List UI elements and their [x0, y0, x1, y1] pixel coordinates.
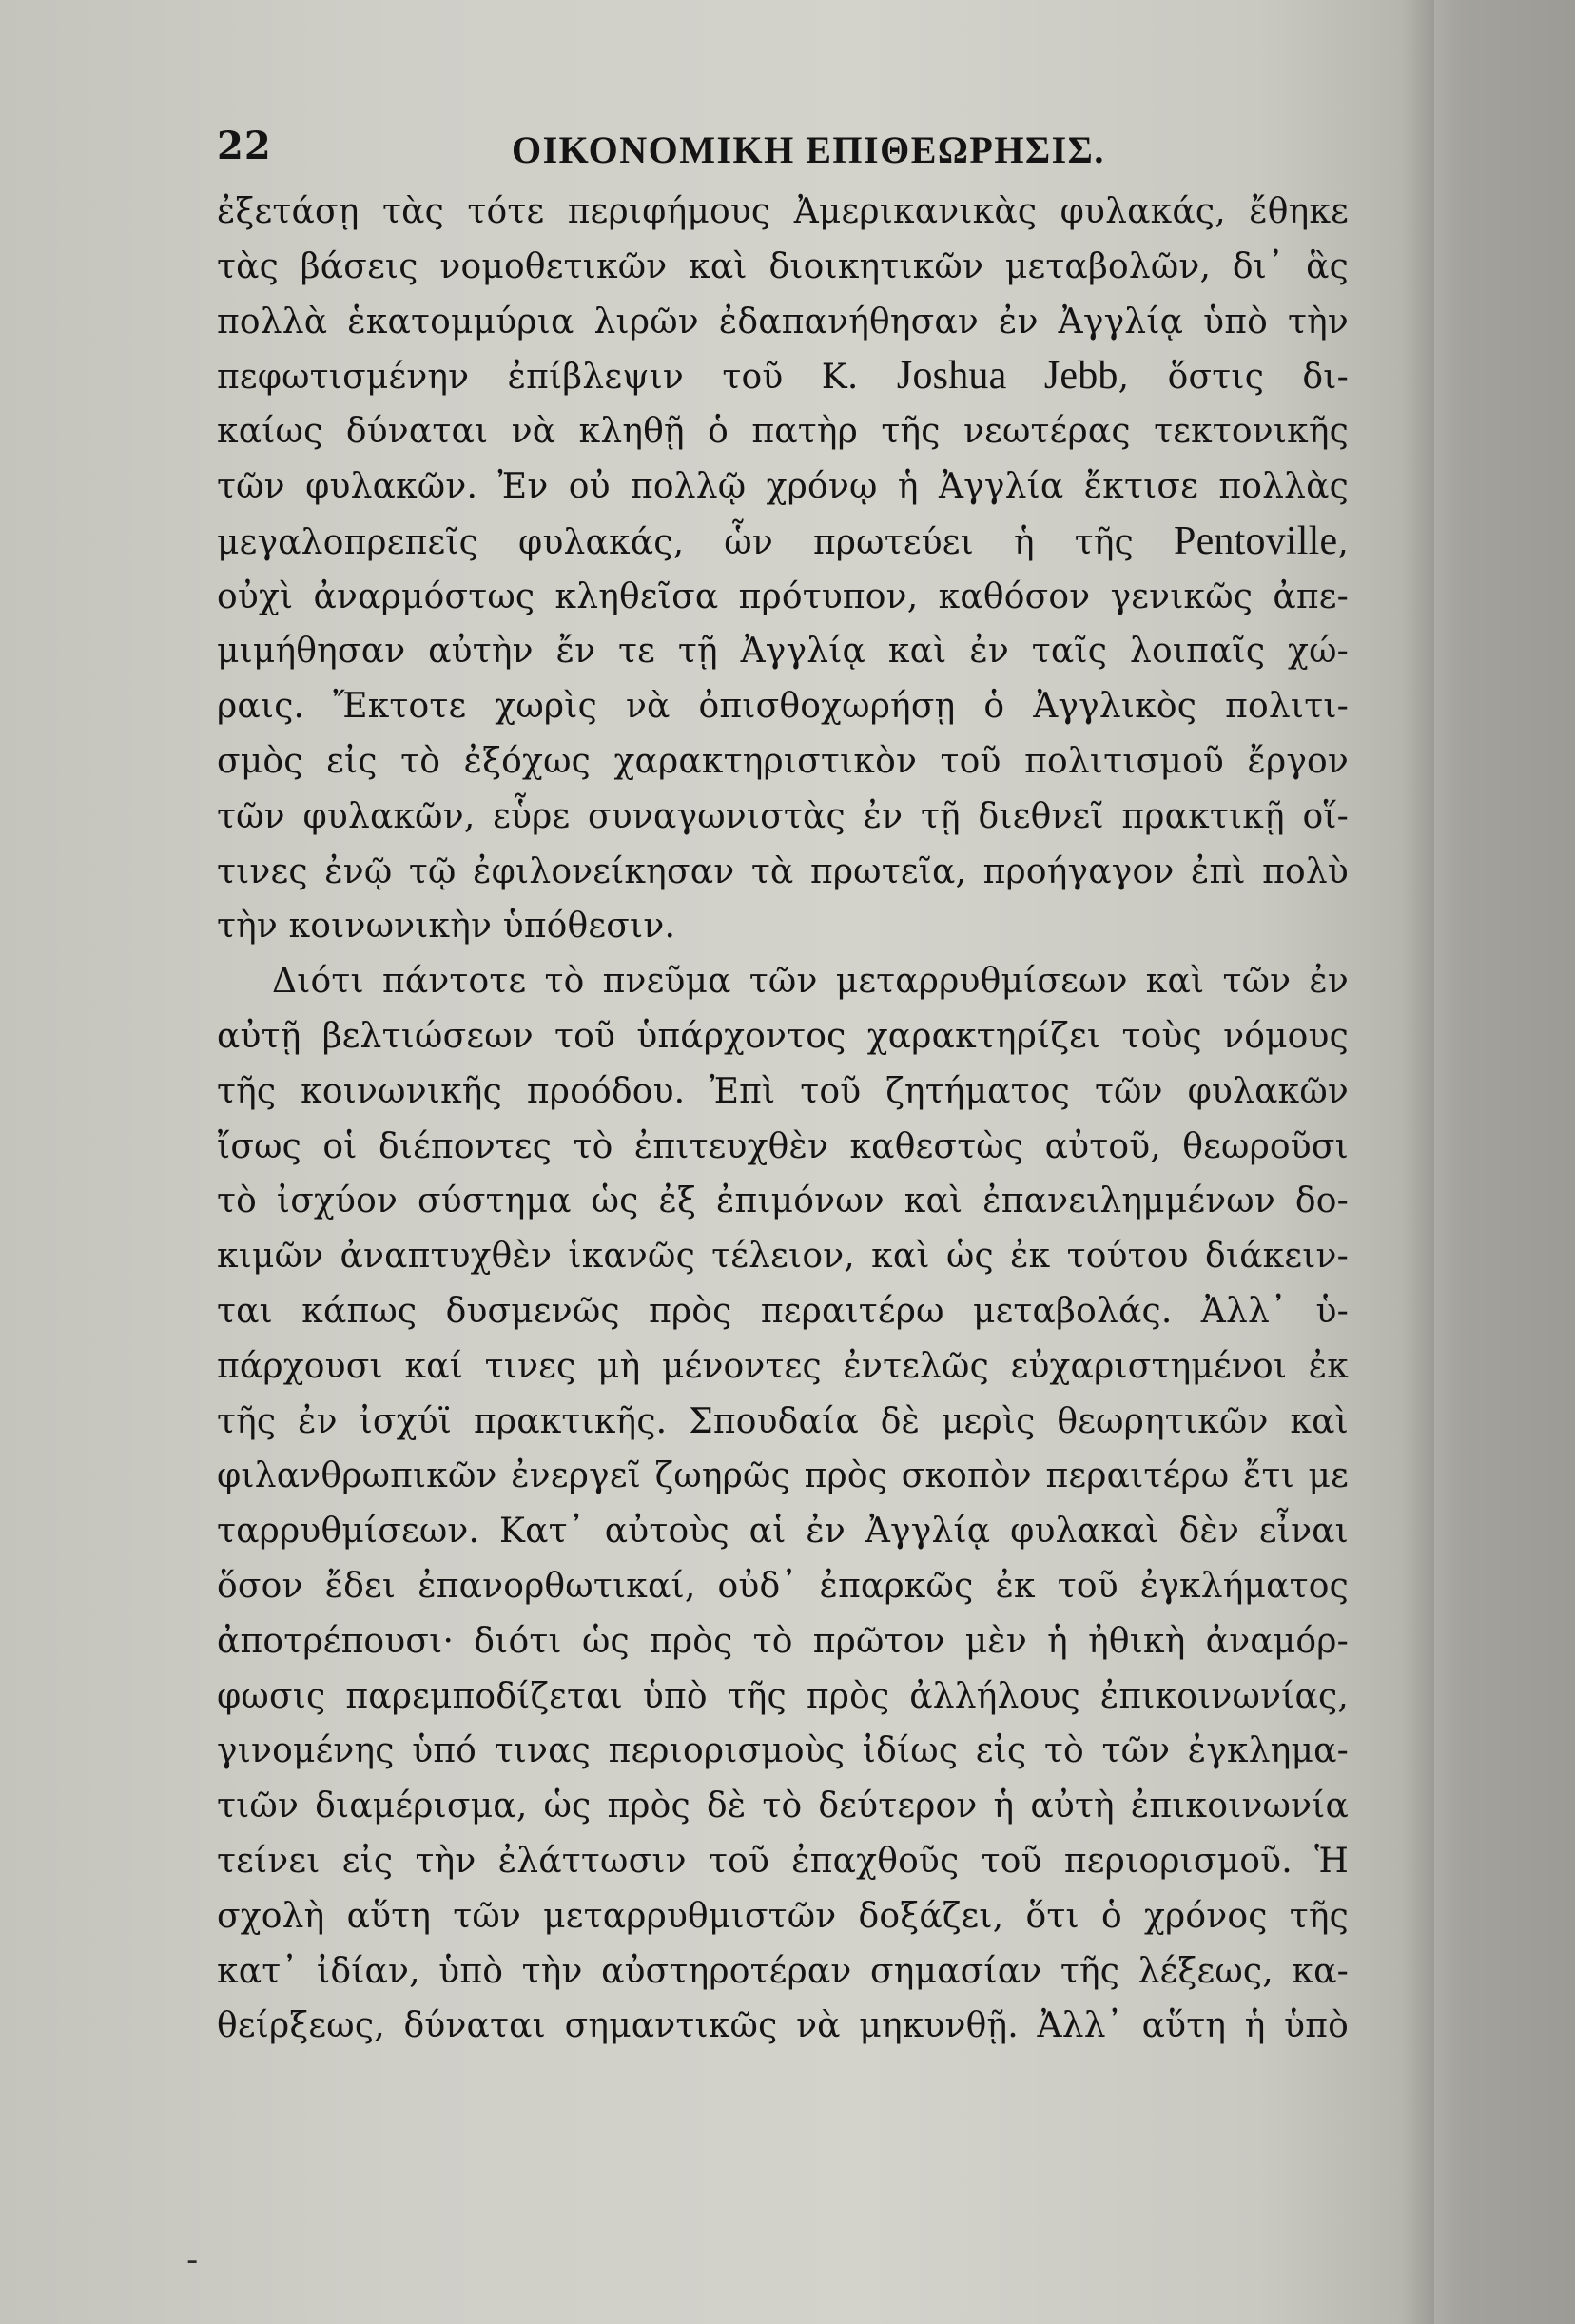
- text-line: γινομένης ὑπό τινας περιορισμοὺς ἰδίως εἰς τὸ τῶν ἐγκλημα-: [217, 1731, 1349, 1771]
- margin-dash-mark: -: [186, 2241, 199, 2279]
- text-line: σχολὴ αὕτη τῶν μεταρρυθμιστῶν δοξάζει, ὅτι ὁ χρόνος τῆς: [217, 1896, 1349, 1936]
- text-line: τιῶν διαμέρισμα, ὡς πρὸς δὲ τὸ δεύτερον ἡ αὐτὴ ἐπικοινωνία: [217, 1787, 1349, 1826]
- text-line: ται κάπως δυσμενῶς πρὸς περαιτέρω μεταβολάς. Ἀλλ᾽ ὑ-: [217, 1291, 1349, 1331]
- text-line: ὅσον ἔδει ἐπανορθωτικαί, οὐδ᾽ ἐπαρκῶς ἐκ τοῦ ἐγκλήματος: [217, 1566, 1349, 1606]
- text-line: κατ᾽ ἰδίαν, ὑπὸ τὴν αὐστηροτέραν σημασίαν τῆς λέξεως, κα-: [217, 1951, 1349, 1991]
- text-line: ταρρυθμίσεων. Κατ᾽ αὐτοὺς αἱ ἐν Ἀγγλίᾳ φυλακαὶ δὲν εἶναι: [217, 1512, 1349, 1552]
- text-line: πάρχουσι καί τινες μὴ μένοντες ἐντελῶς εὐχαριστημένοι ἐκ: [217, 1346, 1349, 1386]
- running-title: ΟΙΚΟΝΟΜΙΚΗ ΕΠΙΘΕΩΡΗΣΙΣ.: [512, 128, 1105, 171]
- text-line: τείνει εἰς τὴν ἐλάττωσιν τοῦ ἐπαχθοῦς τοῦ περιορισμοῦ. Ἡ: [217, 1841, 1349, 1881]
- text-line: πεφωτισμένην ἐπίβλεψιν τοῦ Κ. Joshua Jebb, ὅστις δι-: [217, 354, 1349, 399]
- page-number: 22: [217, 124, 272, 168]
- text-line: τῆς ἐν ἰσχύϊ πρακτικῆς. Σπουδαία δὲ μερὶς θεωρητικῶν καὶ: [217, 1401, 1349, 1441]
- text-line: τὴν κοινωνικὴν ὑπόθεσιν.: [217, 907, 676, 947]
- text-line: τῶν φυλακῶν, εὗρε συναγωνιστὰς ἐν τῇ διεθνεῖ πρακτικῇ οἵ-: [217, 796, 1349, 836]
- text-line: ἐξετάσῃ τὰς τότε περιφήμους Ἀμερικανικὰς φυλακάς, ἔθηκε: [217, 192, 1349, 231]
- text-line: φιλανθρωπικῶν ἐνεργεῖ ζωηρῶς πρὸς σκοπὸν περαιτέρω ἔτι με: [217, 1456, 1349, 1496]
- paragraph-first-line: Διότι πάντοτε τὸ πνεῦμα τῶν μεταρρυθμίσεων καὶ τῶν ἐν: [272, 962, 1349, 1002]
- text-line: τινες ἐνῷ τῷ ἐφιλονείκησαν τὰ πρωτεῖα, προήγαγον ἐπὶ πολὺ: [217, 851, 1349, 891]
- text-line: τὸ ἰσχύον σύστημα ὡς ἐξ ἐπιμόνων καὶ ἐπανειλημμένων δο-: [217, 1182, 1349, 1221]
- text-line: μιμήθησαν αὐτὴν ἔν τε τῇ Ἀγγλίᾳ καὶ ἐν ταῖς λοιπαῖς χώ-: [217, 632, 1349, 672]
- text-line: τῶν φυλακῶν. Ἐν οὐ πολλῷ χρόνῳ ἡ Ἀγγλία ἔκτισε πολλὰς: [217, 466, 1349, 506]
- page-header: [217, 114, 1349, 185]
- text-line: ἴσως οἱ διέποντες τὸ ἐπιτευχθὲν καθεστὼς αὐτοῦ, θεωροῦσι: [217, 1126, 1349, 1166]
- text-line: αὐτῇ βελτιώσεων τοῦ ὑπάρχοντος χαρακτηρίζει τοὺς νόμους: [217, 1016, 1349, 1056]
- text-line: ραις. Ἔκτοτε χωρὶς νὰ ὀπισθοχωρήσῃ ὁ Ἀγγλικὸς πολιτι-: [217, 687, 1349, 727]
- text-line: κιμῶν ἀναπτυχθὲν ἱκανῶς τέλειον, καὶ ὡς ἐκ τούτου διάκειν-: [217, 1237, 1349, 1277]
- text-line: τῆς κοινωνικῆς προόδου. Ἐπὶ τοῦ ζητήματος τῶν φυλακῶν: [217, 1071, 1349, 1111]
- text-line: τὰς βάσεις νομοθετικῶν καὶ διοικητικῶν μεταβολῶν, δι᾽ ἃς: [217, 246, 1349, 286]
- book-page: [217, 114, 1349, 2054]
- text-line: οὐχὶ ἀναρμόστως κληθεῖσα πρότυπον, καθόσον γενικῶς ἀπε-: [217, 576, 1349, 616]
- text-line: φωσις παρεμποδίζεται ὑπὸ τῆς πρὸς ἀλλήλους ἐπικοινωνίας,: [217, 1676, 1349, 1716]
- text-line: καίως δύναται νὰ κληθῇ ὁ πατὴρ τῆς νεωτέρας τεκτονικῆς: [217, 412, 1349, 452]
- text-line: θείρξεως, δύναται σημαντικῶς νὰ μηκυνθῇ. Ἀλλ᾽ αὕτη ἡ ὑπὸ: [217, 2006, 1349, 2046]
- text-line: σμὸς εἰς τὸ ἐξόχως χαρακτηριστικὸν τοῦ πολιτισμοῦ ἔργον: [217, 741, 1349, 781]
- text-line: ἀποτρέπουσι· διότι ὡς πρὸς τὸ πρῶτον μὲν ἡ ἠθικὴ ἀναμόρ-: [217, 1621, 1349, 1661]
- page-edge-shadow: [1434, 0, 1575, 2324]
- text-line: μεγαλοπρεπεῖς φυλακάς, ὧν πρωτεύει ἡ τῆς Pentoville,: [217, 518, 1349, 563]
- text-line: πολλὰ ἑκατομμύρια λιρῶν ἐδαπανήθησαν ἐν Ἀγγλίᾳ ὑπὸ τὴν: [217, 302, 1349, 342]
- body-text: [217, 185, 1349, 2054]
